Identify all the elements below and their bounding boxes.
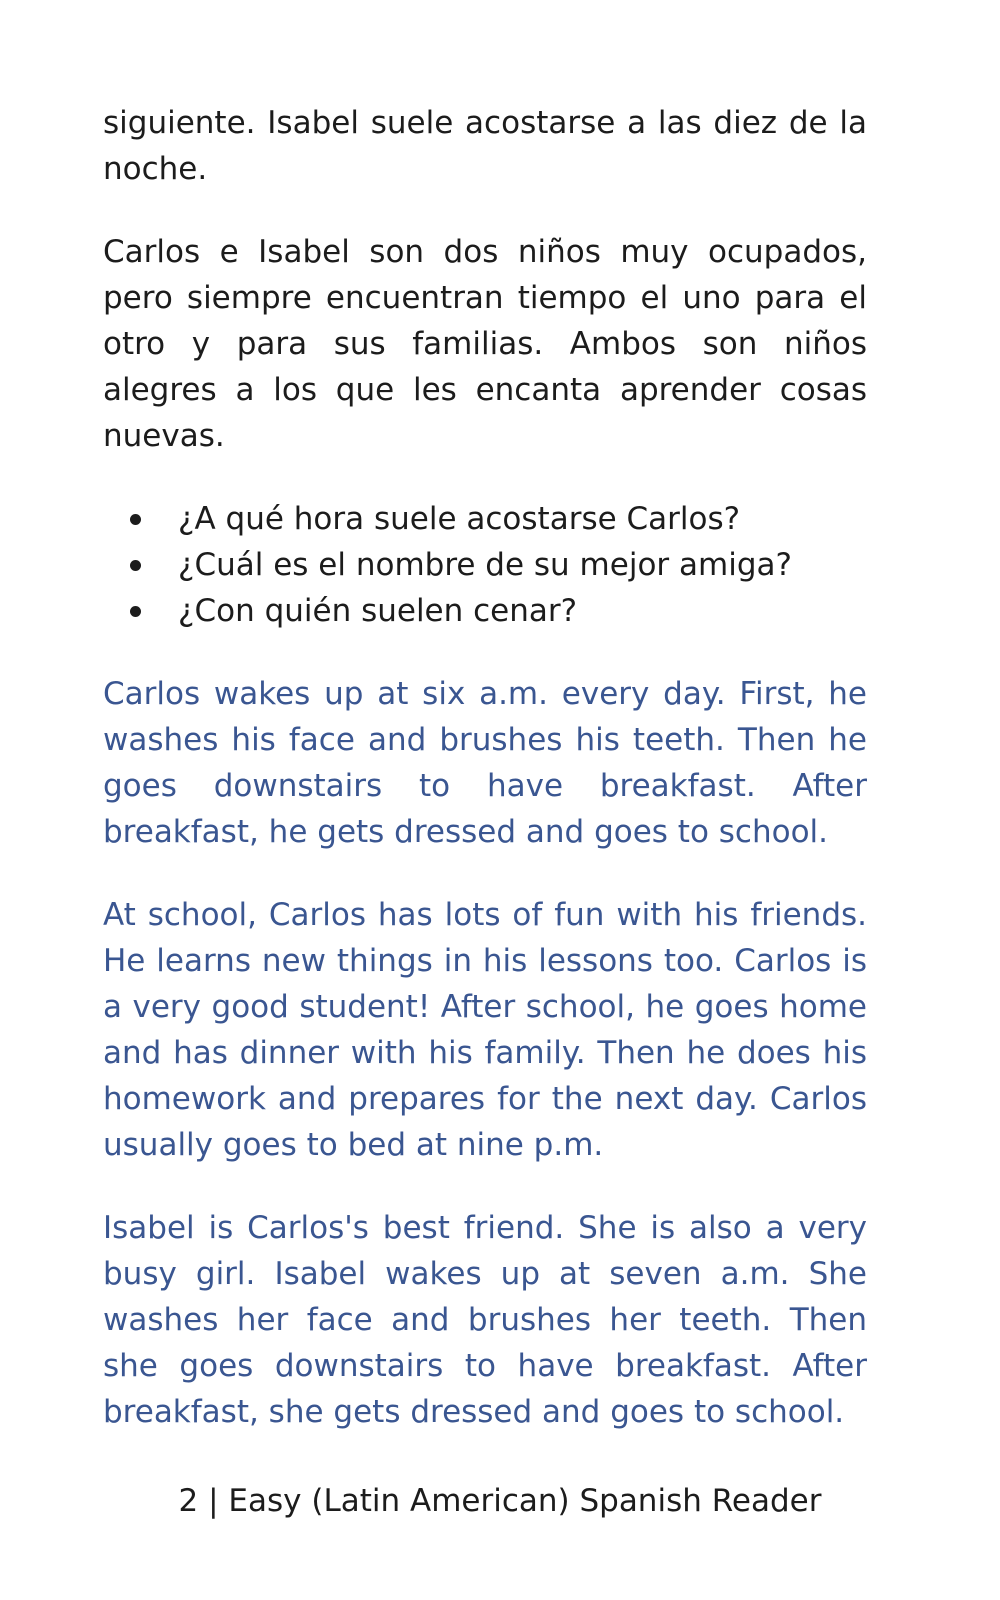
- question-item: [103, 542, 867, 588]
- question-text: ¿A qué hora suele acostarse Carlos?: [178, 501, 741, 537]
- bullet-icon: [130, 560, 141, 571]
- question-text: ¿Cuál es el nombre de su mejor amiga?: [178, 547, 792, 583]
- question-item: [103, 588, 867, 634]
- english-paragraph: Isabel is Carlos's best friend. She is also a very busy girl. Isabel wakes up at seven a.m. She washes her face and brushes her teeth. Then she goes downstairs to have breakfast. After breakfast, she gets dressed and goes to school.: [103, 1210, 867, 1430]
- spanish-paragraph: Carlos e Isabel son dos niños muy ocupados, pero siempre encuentran tiempo el uno para el otro y para sus familias. Ambos son niños alegres a los que les encanta aprender cosas nuevas.: [103, 234, 867, 454]
- page-footer: 2 | Easy (Latin American) Spanish Reader: [178, 1483, 822, 1519]
- page-body: [103, 100, 867, 1472]
- bullet-icon: [130, 514, 141, 525]
- english-paragraph: At school, Carlos has lots of fun with his friends. He learns new things in his lessons too. Carlos is a very good student! After school, he goes home and has dinner with his family. Then he does his homework and prepares for the next day. Carlos usually goes to bed at nine p.m.: [103, 897, 867, 1163]
- bullet-icon: [130, 606, 141, 617]
- english-paragraph: Carlos wakes up at six a.m. every day. First, he washes his face and brushes his teeth. Then he goes downstairs to have breakfast. After breakfast, he gets dressed and goes to school.: [103, 676, 867, 850]
- question-item: [103, 496, 867, 542]
- spanish-paragraph: siguiente. Isabel suele acostarse a las diez de la noche.: [103, 105, 867, 187]
- comprehension-questions: [103, 496, 867, 634]
- question-text: ¿Con quién suelen cenar?: [178, 593, 578, 629]
